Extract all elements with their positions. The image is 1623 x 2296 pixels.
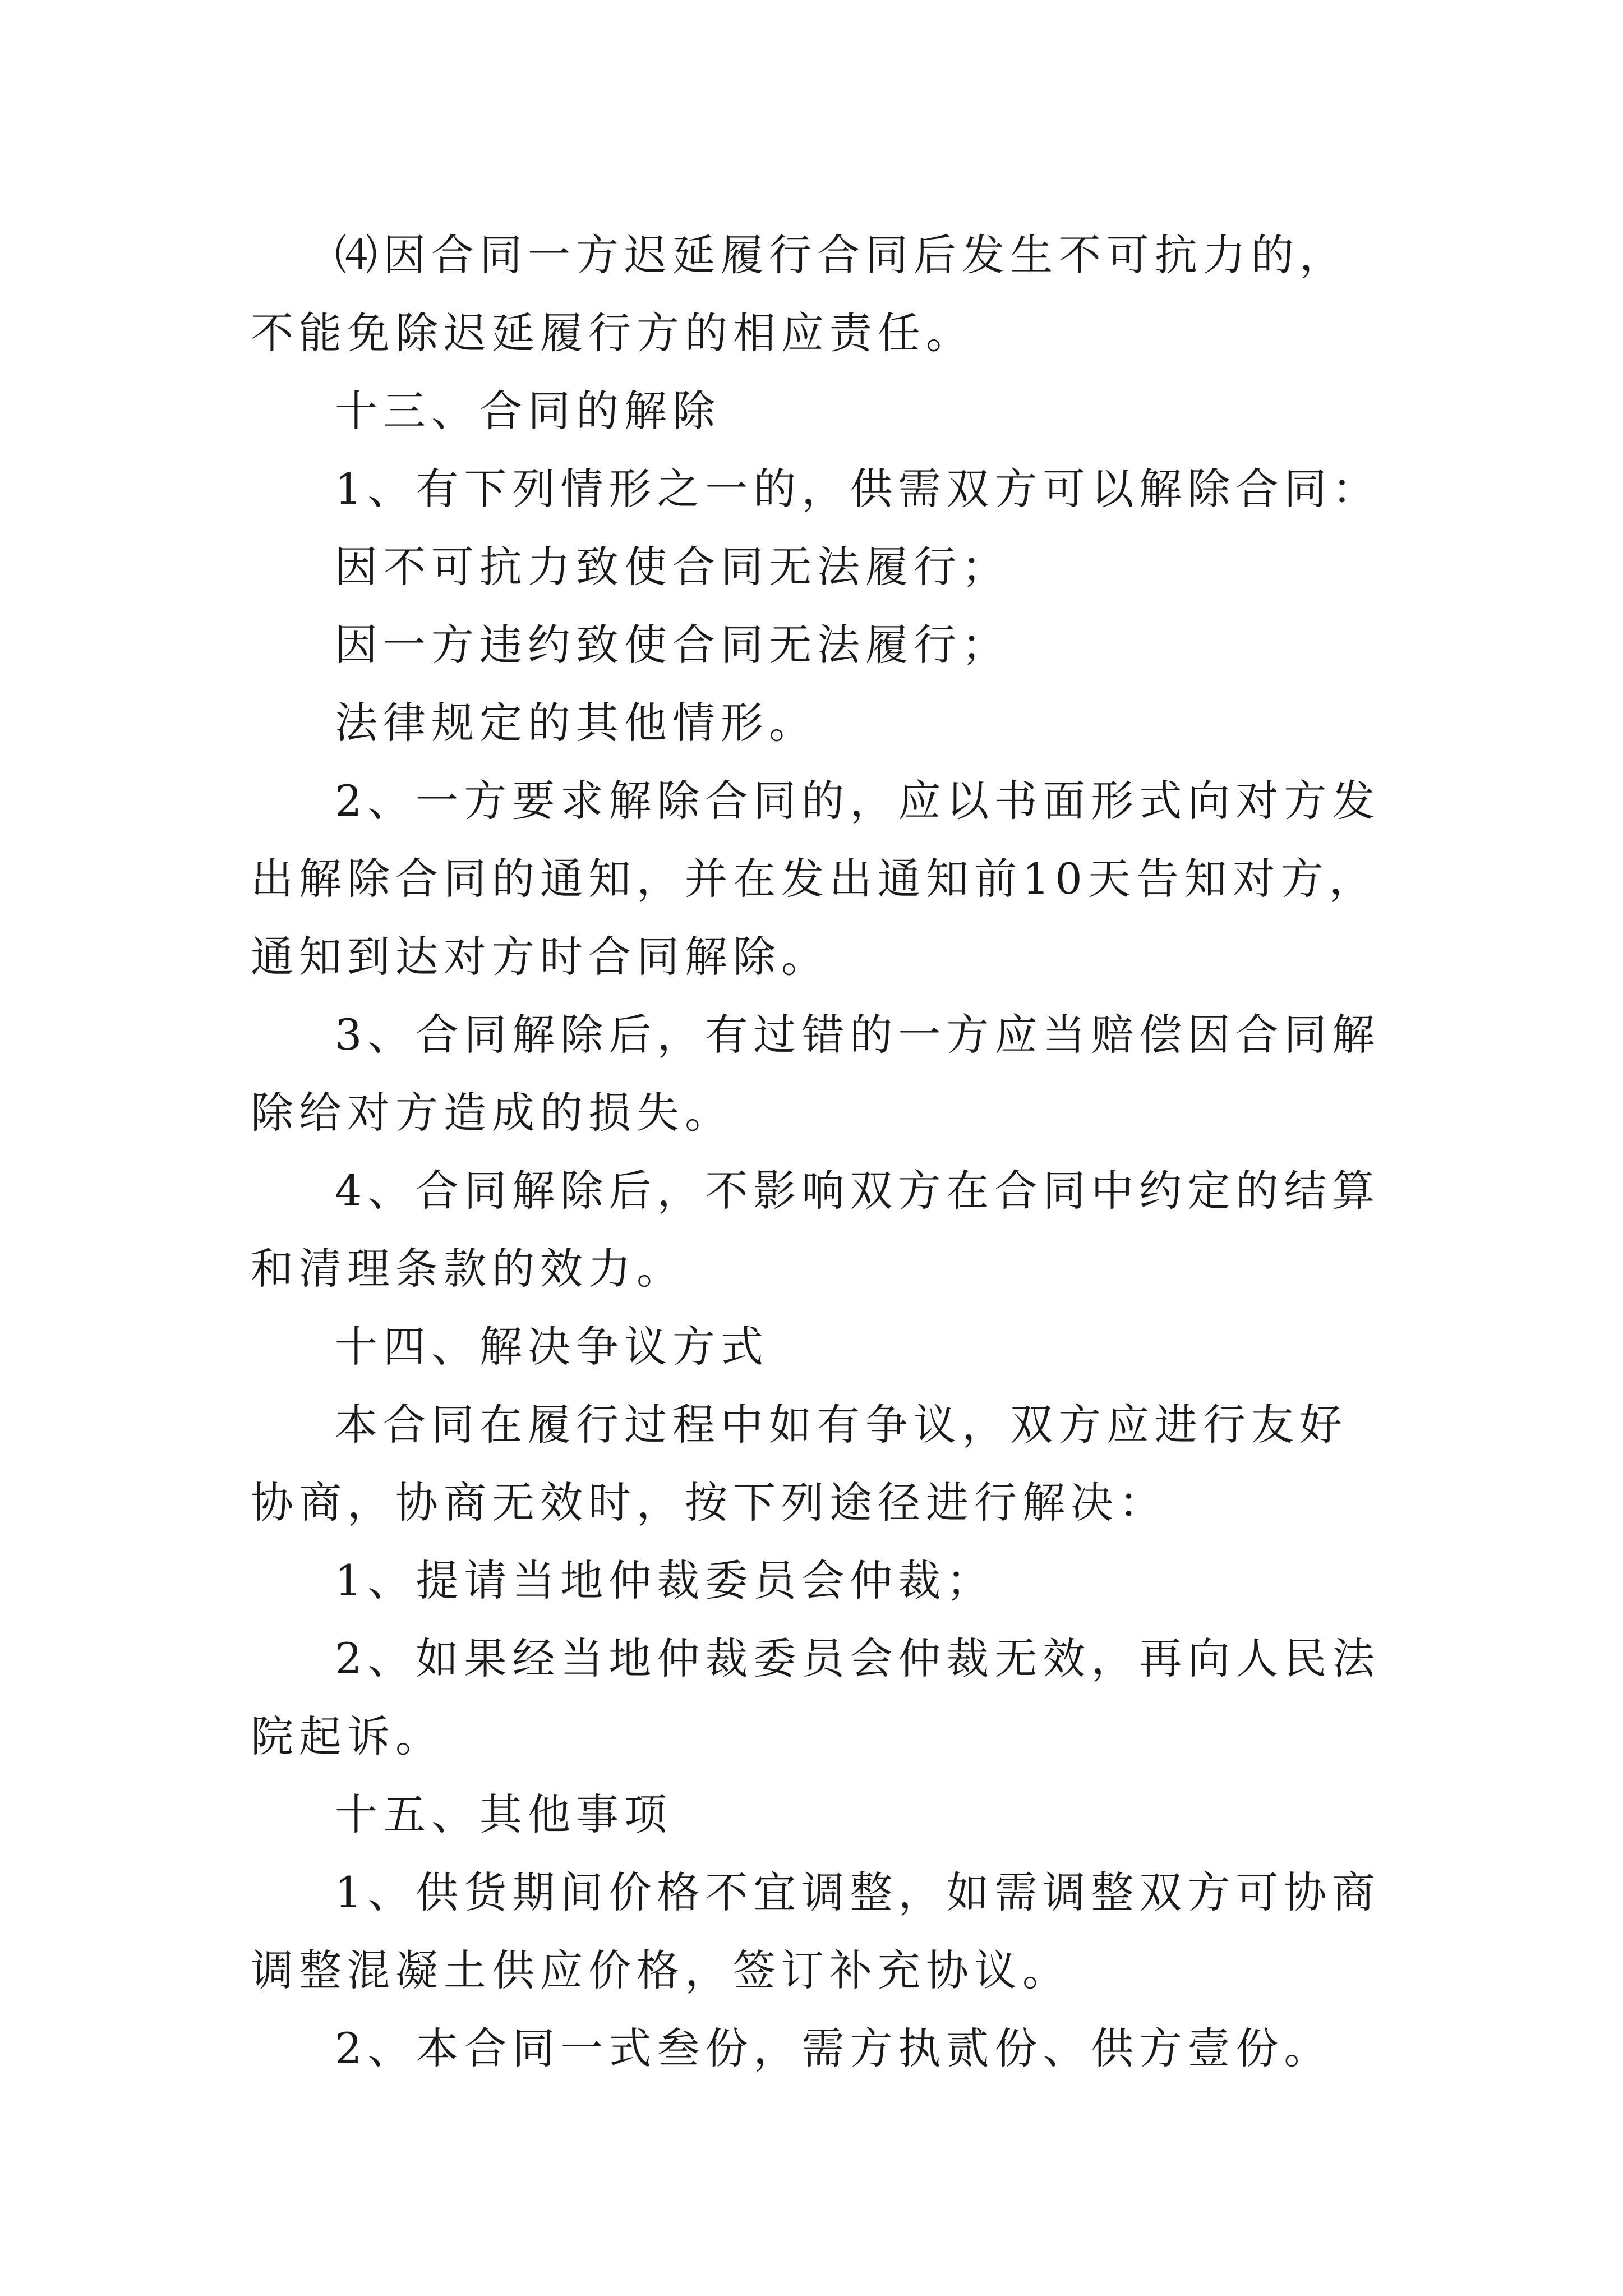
list-item-force-majeure: 因不可抗力致使合同无法履行； xyxy=(335,542,1010,592)
section-heading-termination: 十三、合同的解除 xyxy=(335,386,721,436)
paragraph-termination-compensation: 3、合同解除后，有过错的一方应当赔偿因合同解除给对方造成的损失。 xyxy=(251,1010,1381,1138)
paragraph-price-adjustment: 1、供货期间价格不宜调整，如需调整双方可协商调整混凝土供应价格，签订补充协议。 xyxy=(251,1867,1381,1995)
section-heading-dispute: 十四、解决争议方式 xyxy=(335,1322,769,1372)
list-item-breach: 因一方违约致使合同无法履行； xyxy=(335,620,1010,670)
list-item-litigation: 2、如果经当地仲裁委员会仲裁无效，再向人民法院起诉。 xyxy=(251,1634,1381,1761)
document-body xyxy=(251,216,1389,2087)
paragraph-settlement-clauses: 4、合同解除后，不影响双方在合同中约定的结算和清理条款的效力。 xyxy=(251,1166,1381,1294)
list-item-arbitration: 1、提请当地仲裁委员会仲裁； xyxy=(335,1556,995,1605)
paragraph-dispute-negotiation: 本合同在履行过程中如有争议，双方应进行友好协商，协商无效时，按下列途径进行解决： xyxy=(251,1400,1348,1527)
list-item-legal-other: 法律规定的其他情形。 xyxy=(335,698,817,748)
paragraph-contract-copies: 2、本合同一式叁份，需方执贰份、供方壹份。 xyxy=(335,2023,1332,2073)
section-heading-other-matters: 十五、其他事项 xyxy=(335,1789,672,1839)
paragraph-termination-conditions: 1、有下列情形之一的，供需双方可以解除合同： xyxy=(335,464,1381,514)
paragraph-termination-notice: 2、一方要求解除合同的，应以书面形式向对方发出解除合同的通知，并在发出通知前10天告知对方，通知到达对方时合同解除。 xyxy=(251,776,1381,982)
paragraph-force-majeure-delay: ⑷因合同一方迟延履行合同后发生不可抗力的，不能免除迟延履行方的相应责任。 xyxy=(251,230,1348,358)
